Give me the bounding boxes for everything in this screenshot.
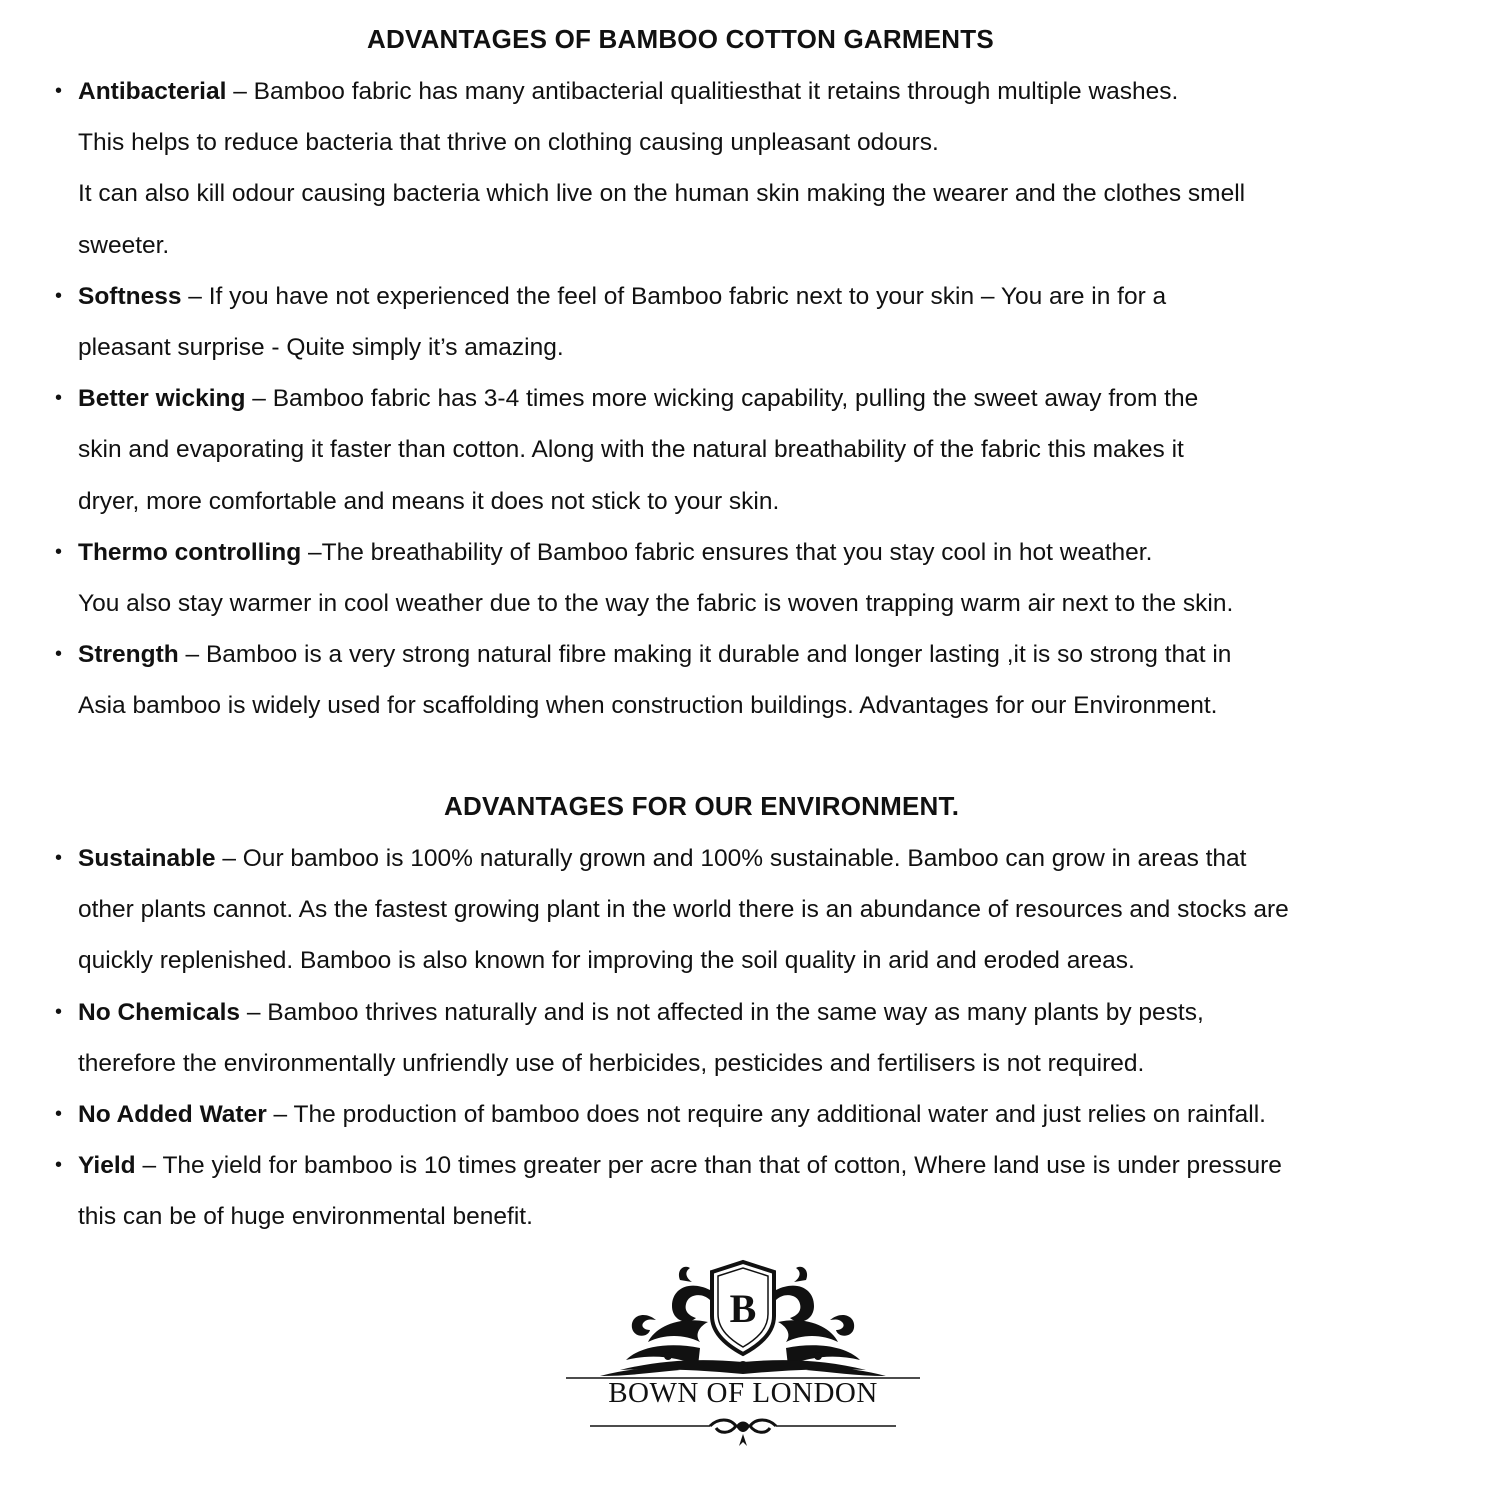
list-item-yield (0, 1140, 1438, 1242)
item-text: quickly replenished. Bamboo is also known for improving the soil quality in arid and eroded areas. (78, 947, 1135, 975)
list-item-strength (0, 629, 1438, 731)
bullet-icon: • (55, 540, 63, 563)
item-text: – Bamboo is a very strong natural fibre making it durable and longer lasting ,it is so strong that in (178, 641, 1232, 669)
item-text: therefore the environmentally unfriendly use of herbicides, pesticides and fertilisers is not required. (78, 1049, 1145, 1077)
bullet-icon: • (55, 284, 63, 307)
list-item-softness (0, 271, 1438, 373)
list-item-no-chemicals (0, 987, 1438, 1089)
item-text: – Bamboo thrives naturally and is not affected in the same way as many plants by pests, (240, 998, 1204, 1026)
item-text: This helps to reduce bacteria that thrive on clothing causing unpleasant odours. (78, 129, 939, 157)
crest-logo-icon (560, 1250, 926, 1465)
item-text: this can be of huge environmental benefit. (78, 1203, 533, 1231)
list-item-sustainable (0, 833, 1438, 987)
brand-logo (560, 1250, 926, 1465)
item-text: sweeter. (78, 231, 170, 259)
bullet-icon: • (55, 847, 63, 869)
bullet-icon: • (55, 387, 63, 410)
item-text: – Bamboo fabric has 3-4 times more wicking capability, pulling the sweet away from the (245, 385, 1199, 413)
brand-monogram: B (729, 1286, 757, 1331)
item-text: It can also kill odour causing bacteria which live on the human skin making the wearer and the clothes smell (78, 180, 1246, 208)
section2-heading: ADVANTAGES FOR OUR ENVIRONMENT. (444, 791, 960, 821)
item-text: Asia bamboo is widely used for scaffolding when construction buildings. Advantages for our Environment. (78, 692, 1218, 720)
item-text: –The breathability of Bamboo fabric ensures that you stay cool in hot weather. (301, 538, 1153, 566)
item-label: Antibacterial (78, 78, 227, 105)
bullet-icon: • (55, 1103, 63, 1126)
item-label: Yield (78, 1152, 136, 1180)
environment-advantages-list (0, 833, 1485, 1243)
list-item-better-wicking (0, 373, 1438, 527)
item-text: – The yield for bamboo is 10 times greater per acre than that of cotton, Where land use is under pressure (135, 1152, 1282, 1180)
item-label: Thermo controlling (78, 538, 302, 566)
item-text: other plants cannot. As the fastest growing plant in the world there is an abundance of resources and stocks are (78, 896, 1289, 924)
item-text: – Our bamboo is 100% naturally grown and 100% sustainable. Bamboo can grow in areas that (215, 845, 1247, 872)
bullet-icon: • (55, 643, 63, 666)
item-label: No Chemicals (78, 998, 241, 1026)
garment-advantages-list (0, 66, 1485, 732)
bullet-icon: • (55, 80, 63, 102)
item-label: Softness (78, 282, 182, 310)
brand-name: BOWN OF LONDON (608, 1377, 878, 1409)
item-text: You also stay warmer in cool weather due to the way the fabric is woven trapping warm air next to the skin. (78, 590, 1234, 618)
item-text: – If you have not experienced the feel of Bamboo fabric next to your skin – You are in for a (181, 282, 1167, 310)
list-item-thermo-controlling (0, 527, 1438, 629)
item-text: pleasant surprise - Quite simply it’s amazing. (78, 334, 564, 362)
item-text: – The production of bamboo does not require any additional water and just relies on rainfall. (266, 1101, 1266, 1129)
item-text: dryer, more comfortable and means it does not stick to your skin. (78, 487, 780, 515)
item-label: Strength (78, 641, 179, 669)
list-item-no-added-water (0, 1089, 1438, 1140)
item-label: Better wicking (78, 385, 246, 413)
section1-heading: ADVANTAGES OF BAMBOO COTTON GARMENTS (367, 24, 994, 54)
bullet-icon: • (55, 1154, 63, 1177)
item-text: skin and evaporating it faster than cotton. Along with the natural breathability of the fabric this makes it (78, 436, 1184, 464)
item-label: No Added Water (78, 1101, 267, 1129)
bullet-icon: • (55, 1000, 63, 1023)
item-text: – Bamboo fabric has many antibacterial qualitiesthat it retains through multiple washes. (226, 78, 1179, 105)
list-item-antibacterial (0, 66, 1438, 271)
item-label: Sustainable (78, 845, 216, 872)
